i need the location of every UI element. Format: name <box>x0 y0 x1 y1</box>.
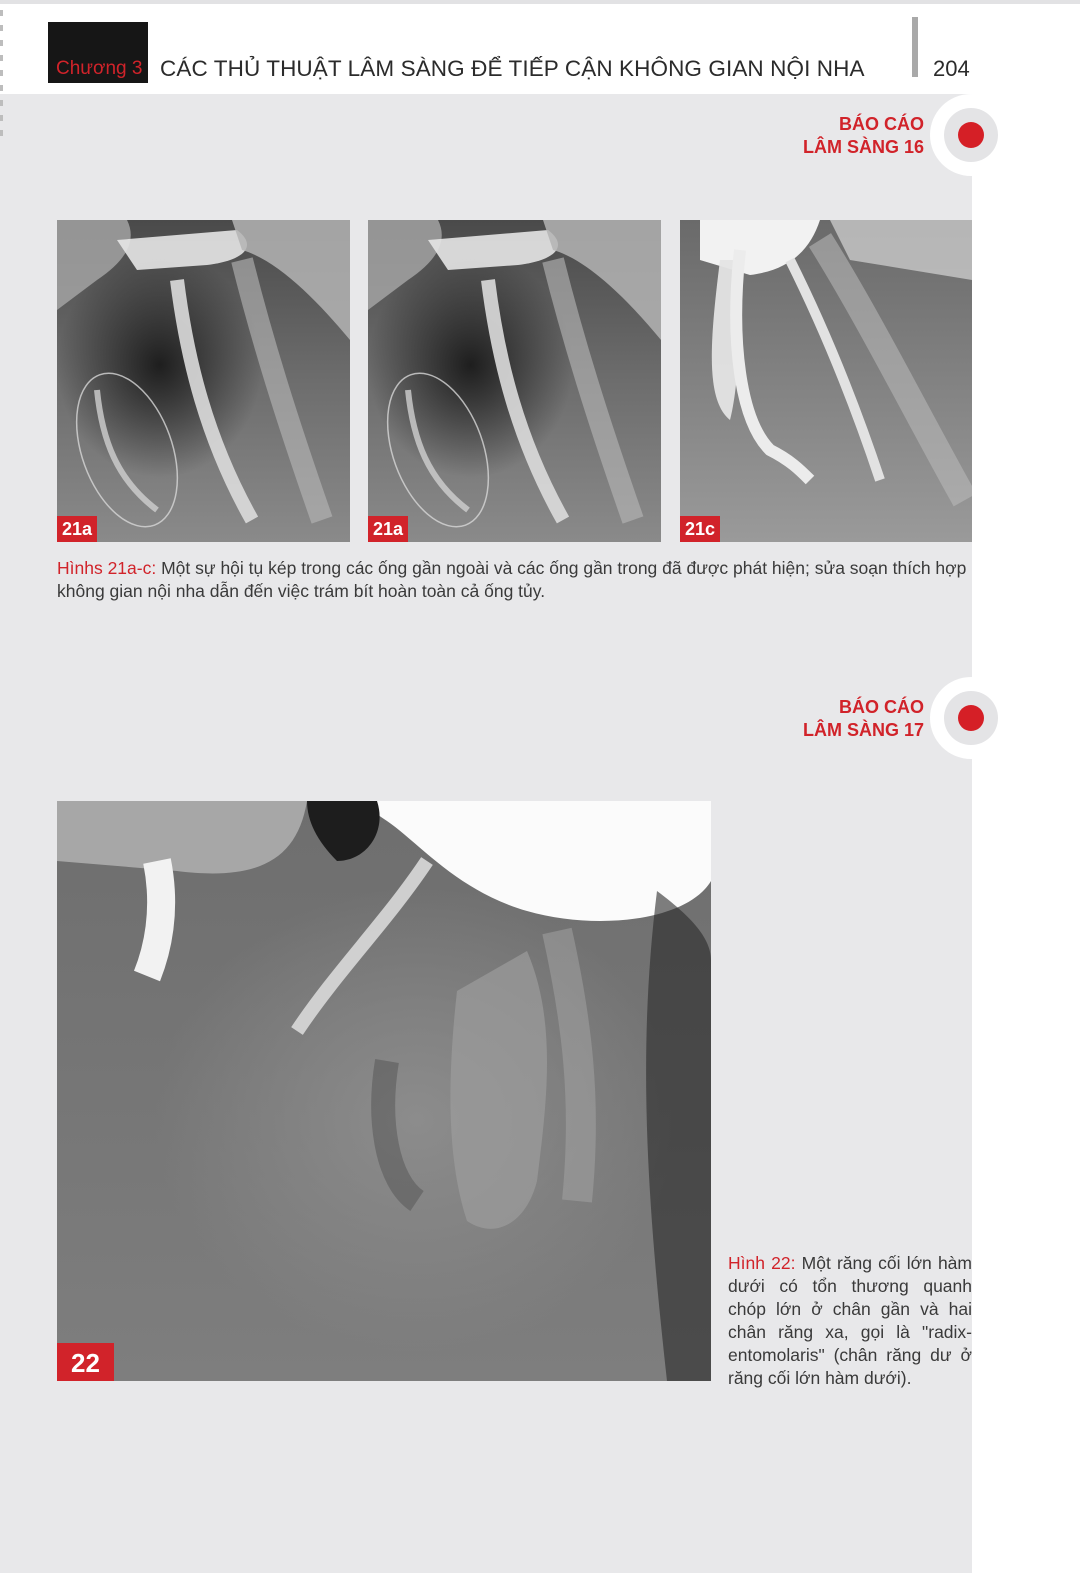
chapter-label: Chương 3 <box>56 58 143 79</box>
report-16-line1: BÁO CÁO <box>839 114 924 134</box>
figure-21c-xray <box>680 220 972 542</box>
page-number: 204 <box>933 56 970 81</box>
figure-21a-xray-1 <box>57 220 350 542</box>
caption-figure-22 <box>728 1252 972 1390</box>
report-17-marker <box>930 677 1012 759</box>
chapter-title: CÁC THỦ THUẬT LÂM SÀNG ĐỂ TIẾP CẬN KHÔNG GIAN NỘI NHA <box>160 56 865 81</box>
figure-21a-label-2: 21a <box>368 516 408 542</box>
xray-image-icon <box>57 801 711 1381</box>
xray-image-icon <box>680 220 972 542</box>
report-17-line2: LÂM SÀNG 17 <box>802 720 924 740</box>
caption-21-text: Một sự hội tụ kép trong các ống gần ngoài và các ống gần trong đã được phát hiện; sửa soạn thích hợp không gian nội nha dẫn đến việc trám bít hoàn toàn cả ống tủy. <box>57 558 967 601</box>
xray-image-icon <box>57 220 350 542</box>
report-17-line1: BÁO CÁO <box>839 697 924 717</box>
margin-marks <box>0 10 4 160</box>
figure-21c-label: 21c <box>680 516 720 542</box>
figure-22-xray <box>57 801 711 1381</box>
report-17-dot-icon <box>958 705 984 731</box>
report-17-tag <box>803 696 924 742</box>
report-16-dot-icon <box>958 122 984 148</box>
report-16-tag <box>803 113 924 159</box>
figure-22-label: 22 <box>57 1343 114 1381</box>
report-16-marker <box>930 94 1012 176</box>
figure-21a-label-1: 21a <box>57 516 97 542</box>
caption-21-lead: Hìnhs 21a-c: <box>57 558 157 578</box>
caption-22-text: Một răng cối lớn hàm dưới có tổn thương quanh chóp lớn ở chân gần và hai chân răng xa, gọi là "radix-entomolaris" (chân răng dư ở răng cối lớn hàm dưới). <box>728 1253 972 1388</box>
caption-figure-21 <box>57 557 972 603</box>
report-16-line2: LÂM SÀNG 16 <box>802 137 924 157</box>
caption-22-lead: Hình 22: <box>728 1253 796 1273</box>
xray-image-icon <box>368 220 661 542</box>
header-right-margin <box>972 4 1080 94</box>
header-divider <box>912 17 918 77</box>
figure-21a-xray-2 <box>368 220 661 542</box>
